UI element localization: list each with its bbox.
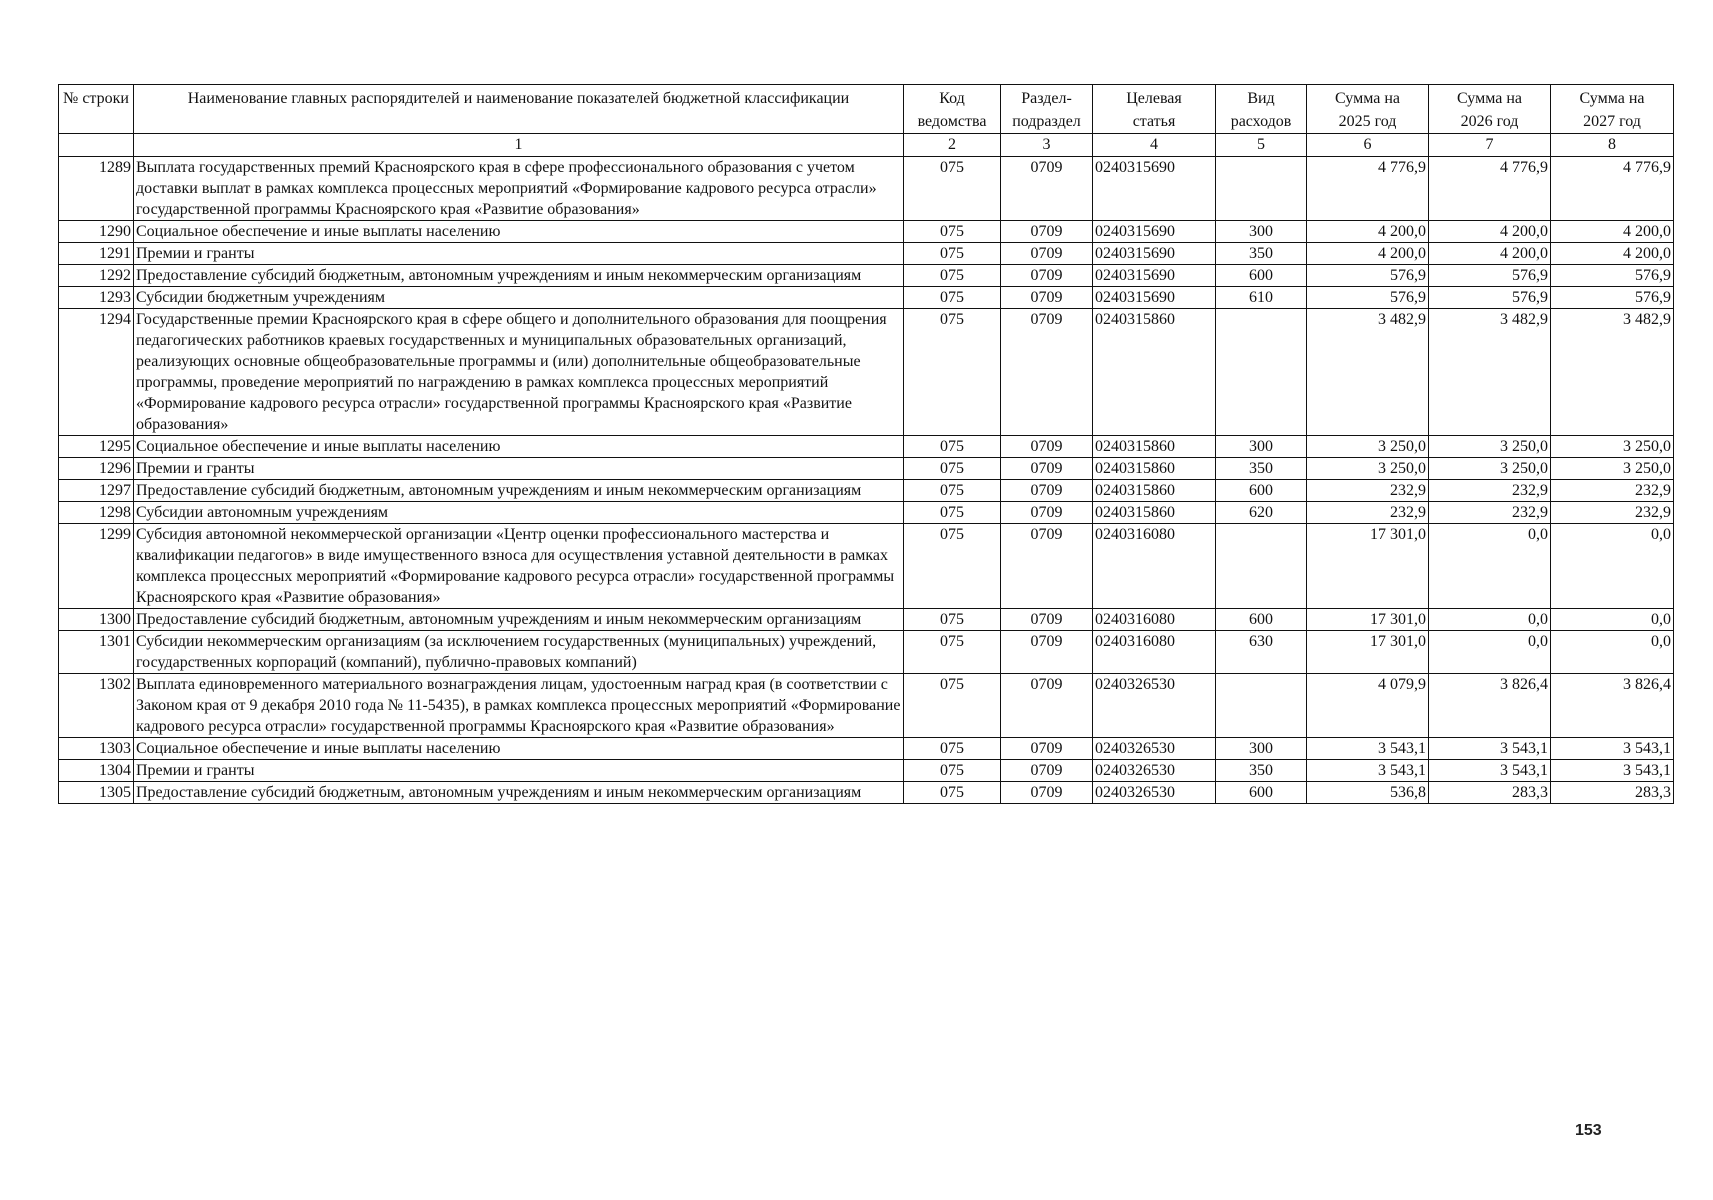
cell-section: 0709 bbox=[1001, 609, 1093, 631]
table-row bbox=[59, 480, 1674, 502]
cell-section: 0709 bbox=[1001, 309, 1093, 436]
cell-name: Субсидии бюджетным учреждениям bbox=[134, 287, 904, 309]
header-target-item: Целевая статья bbox=[1093, 85, 1216, 134]
cell-dept-code: 075 bbox=[904, 309, 1001, 436]
cell-row-number: 1295 bbox=[59, 436, 134, 458]
cell-target-item: 0240316080 bbox=[1093, 631, 1216, 674]
cell-sum-2026: 3 482,9 bbox=[1429, 309, 1551, 436]
cell-sum-2026: 0,0 bbox=[1429, 524, 1551, 609]
cell-section: 0709 bbox=[1001, 436, 1093, 458]
cell-row-number: 1303 bbox=[59, 738, 134, 760]
cell-name: Социальное обеспечение и иные выплаты населению bbox=[134, 738, 904, 760]
cell-sum-2025: 3 250,0 bbox=[1307, 436, 1429, 458]
table-row bbox=[59, 674, 1674, 738]
cell-sum-2026: 4 200,0 bbox=[1429, 243, 1551, 265]
table-row bbox=[59, 157, 1674, 221]
cell-expense-type: 630 bbox=[1216, 631, 1307, 674]
cell-section: 0709 bbox=[1001, 524, 1093, 609]
cell-dept-code: 075 bbox=[904, 243, 1001, 265]
cell-sum-2027: 576,9 bbox=[1551, 265, 1674, 287]
cell-name: Предоставление субсидий бюджетным, автономным учреждениям и иным некоммерческим организациям bbox=[134, 265, 904, 287]
cell-target-item: 0240326530 bbox=[1093, 738, 1216, 760]
cell-dept-code: 075 bbox=[904, 609, 1001, 631]
cell-target-item: 0240315860 bbox=[1093, 480, 1216, 502]
cell-name: Премии и гранты bbox=[134, 760, 904, 782]
cell-row-number: 1302 bbox=[59, 674, 134, 738]
cell-section: 0709 bbox=[1001, 782, 1093, 804]
cell-row-number: 1301 bbox=[59, 631, 134, 674]
cell-sum-2027: 3 250,0 bbox=[1551, 458, 1674, 480]
cell-expense-type: 350 bbox=[1216, 760, 1307, 782]
header-sum-2026: Сумма на 2026 год bbox=[1429, 85, 1551, 134]
cell-sum-2025: 3 482,9 bbox=[1307, 309, 1429, 436]
cell-sum-2025: 576,9 bbox=[1307, 265, 1429, 287]
cell-sum-2026: 0,0 bbox=[1429, 609, 1551, 631]
cell-section: 0709 bbox=[1001, 631, 1093, 674]
cell-name: Премии и гранты bbox=[134, 243, 904, 265]
cell-row-number: 1292 bbox=[59, 265, 134, 287]
cell-dept-code: 075 bbox=[904, 524, 1001, 609]
cell-expense-type: 620 bbox=[1216, 502, 1307, 524]
cell-expense-type: 300 bbox=[1216, 738, 1307, 760]
cell-sum-2027: 4 200,0 bbox=[1551, 221, 1674, 243]
cell-sum-2026: 232,9 bbox=[1429, 502, 1551, 524]
cell-dept-code: 075 bbox=[904, 458, 1001, 480]
cell-sum-2026: 576,9 bbox=[1429, 265, 1551, 287]
cell-sum-2025: 4 079,9 bbox=[1307, 674, 1429, 738]
cell-target-item: 0240316080 bbox=[1093, 524, 1216, 609]
cell-name: Выплата единовременного материального вознаграждения лицам, удостоенным наград края (в соответствии с Законом края от 9 декабря 2010 года № 11-5435), в рамках комплекса процессных мероприятий «Формирование кадрового ресурса отрасли» государственной программы Красноярского края «Развитие образования» bbox=[134, 674, 904, 738]
column-number: 2 bbox=[904, 134, 1001, 157]
header-row bbox=[59, 85, 1674, 134]
cell-section: 0709 bbox=[1001, 674, 1093, 738]
cell-section: 0709 bbox=[1001, 221, 1093, 243]
cell-name: Предоставление субсидий бюджетным, автономным учреждениям и иным некоммерческим организациям bbox=[134, 609, 904, 631]
header-row-no: № строки bbox=[59, 85, 134, 134]
column-number: 6 bbox=[1307, 134, 1429, 157]
cell-row-number: 1299 bbox=[59, 524, 134, 609]
budget-table bbox=[58, 84, 1674, 804]
cell-section: 0709 bbox=[1001, 287, 1093, 309]
cell-sum-2025: 232,9 bbox=[1307, 480, 1429, 502]
cell-dept-code: 075 bbox=[904, 221, 1001, 243]
cell-sum-2025: 3 543,1 bbox=[1307, 760, 1429, 782]
cell-expense-type bbox=[1216, 309, 1307, 436]
cell-dept-code: 075 bbox=[904, 738, 1001, 760]
cell-expense-type bbox=[1216, 524, 1307, 609]
cell-sum-2026: 4 776,9 bbox=[1429, 157, 1551, 221]
page-number: 153 bbox=[1575, 1122, 1602, 1139]
header-section: Раздел- подраздел bbox=[1001, 85, 1093, 134]
cell-target-item: 0240315690 bbox=[1093, 265, 1216, 287]
cell-dept-code: 075 bbox=[904, 502, 1001, 524]
cell-sum-2026: 576,9 bbox=[1429, 287, 1551, 309]
cell-section: 0709 bbox=[1001, 760, 1093, 782]
table-row bbox=[59, 265, 1674, 287]
cell-row-number: 1291 bbox=[59, 243, 134, 265]
cell-dept-code: 075 bbox=[904, 157, 1001, 221]
cell-dept-code: 075 bbox=[904, 436, 1001, 458]
cell-sum-2025: 4 776,9 bbox=[1307, 157, 1429, 221]
cell-target-item: 0240315860 bbox=[1093, 436, 1216, 458]
cell-target-item: 0240316080 bbox=[1093, 609, 1216, 631]
cell-sum-2027: 0,0 bbox=[1551, 524, 1674, 609]
cell-sum-2025: 17 301,0 bbox=[1307, 524, 1429, 609]
table-row bbox=[59, 609, 1674, 631]
cell-section: 0709 bbox=[1001, 502, 1093, 524]
column-number: 3 bbox=[1001, 134, 1093, 157]
cell-dept-code: 075 bbox=[904, 674, 1001, 738]
column-number bbox=[59, 134, 134, 157]
cell-target-item: 0240315860 bbox=[1093, 502, 1216, 524]
cell-sum-2027: 3 826,4 bbox=[1551, 674, 1674, 738]
column-number: 1 bbox=[134, 134, 904, 157]
cell-target-item: 0240315690 bbox=[1093, 157, 1216, 221]
column-number: 8 bbox=[1551, 134, 1674, 157]
cell-section: 0709 bbox=[1001, 480, 1093, 502]
table-row bbox=[59, 436, 1674, 458]
cell-row-number: 1289 bbox=[59, 157, 134, 221]
header-sum-2027: Сумма на 2027 год bbox=[1551, 85, 1674, 134]
table-row bbox=[59, 524, 1674, 609]
cell-target-item: 0240326530 bbox=[1093, 760, 1216, 782]
cell-sum-2025: 232,9 bbox=[1307, 502, 1429, 524]
cell-target-item: 0240326530 bbox=[1093, 674, 1216, 738]
cell-sum-2025: 3 543,1 bbox=[1307, 738, 1429, 760]
cell-name: Премии и гранты bbox=[134, 458, 904, 480]
cell-sum-2025: 536,8 bbox=[1307, 782, 1429, 804]
cell-section: 0709 bbox=[1001, 157, 1093, 221]
cell-dept-code: 075 bbox=[904, 480, 1001, 502]
cell-sum-2027: 3 482,9 bbox=[1551, 309, 1674, 436]
table-body bbox=[59, 157, 1674, 804]
cell-target-item: 0240315860 bbox=[1093, 458, 1216, 480]
cell-sum-2026: 283,3 bbox=[1429, 782, 1551, 804]
cell-sum-2026: 4 200,0 bbox=[1429, 221, 1551, 243]
table-row bbox=[59, 782, 1674, 804]
table-row bbox=[59, 243, 1674, 265]
cell-sum-2027: 3 543,1 bbox=[1551, 738, 1674, 760]
cell-expense-type: 600 bbox=[1216, 265, 1307, 287]
column-number: 7 bbox=[1429, 134, 1551, 157]
cell-sum-2027: 4 200,0 bbox=[1551, 243, 1674, 265]
cell-row-number: 1297 bbox=[59, 480, 134, 502]
cell-row-number: 1300 bbox=[59, 609, 134, 631]
column-number: 5 bbox=[1216, 134, 1307, 157]
cell-name: Субсидия автономной некоммерческой организации «Центр оценки профессионального мастерства и квалификации педагогов» в виде имущественного взноса для осуществления уставной деятельности в рамках комплекса процессных мероприятий «Формирование кадрового ресурса отрасли» государственной программы Красноярского края «Развитие образования» bbox=[134, 524, 904, 609]
cell-sum-2026: 0,0 bbox=[1429, 631, 1551, 674]
table-row bbox=[59, 458, 1674, 480]
cell-expense-type: 300 bbox=[1216, 221, 1307, 243]
cell-row-number: 1304 bbox=[59, 760, 134, 782]
cell-sum-2027: 3 543,1 bbox=[1551, 760, 1674, 782]
cell-name: Субсидии некоммерческим организациям (за исключением государственных (муниципальных) учреждений, государственных корпораций (компаний), публично-правовых компаний) bbox=[134, 631, 904, 674]
cell-row-number: 1294 bbox=[59, 309, 134, 436]
cell-expense-type: 600 bbox=[1216, 480, 1307, 502]
cell-sum-2027: 0,0 bbox=[1551, 631, 1674, 674]
cell-name: Выплата государственных премий Красноярского края в сфере профессионального образования с учетом доставки выплат в рамках комплекса процессных мероприятий «Формирование кадрового ресурса отрасли» государственной программы Красноярского края «Развитие образования» bbox=[134, 157, 904, 221]
table-row bbox=[59, 631, 1674, 674]
cell-target-item: 0240315690 bbox=[1093, 287, 1216, 309]
cell-sum-2027: 4 776,9 bbox=[1551, 157, 1674, 221]
cell-sum-2025: 4 200,0 bbox=[1307, 243, 1429, 265]
cell-sum-2027: 283,3 bbox=[1551, 782, 1674, 804]
table-row bbox=[59, 287, 1674, 309]
cell-expense-type: 600 bbox=[1216, 609, 1307, 631]
cell-name: Социальное обеспечение и иные выплаты населению bbox=[134, 436, 904, 458]
cell-section: 0709 bbox=[1001, 265, 1093, 287]
cell-name: Государственные премии Красноярского края в сфере общего и дополнительного образования для поощрения педагогических работников краевых государственных и муниципальных образовательных организаций, реализующих основные общеобразовательные программы и (или) дополнительные общеобразовательные программы, проведение мероприятий по награждению в рамках комплекса процессных мероприятий «Формирование кадрового ресурса отрасли» государственной программы Красноярского края «Развитие образования» bbox=[134, 309, 904, 436]
header-expense-type: Вид расходов bbox=[1216, 85, 1307, 134]
cell-expense-type: 610 bbox=[1216, 287, 1307, 309]
cell-dept-code: 075 bbox=[904, 265, 1001, 287]
budget-sheet bbox=[58, 84, 1674, 804]
cell-target-item: 0240315690 bbox=[1093, 221, 1216, 243]
cell-sum-2026: 3 543,1 bbox=[1429, 738, 1551, 760]
column-number: 4 bbox=[1093, 134, 1216, 157]
header-name: Наименование главных распорядителей и наименование показателей бюджетной классификации bbox=[134, 85, 904, 134]
cell-name: Социальное обеспечение и иные выплаты населению bbox=[134, 221, 904, 243]
table-row bbox=[59, 738, 1674, 760]
cell-target-item: 0240315860 bbox=[1093, 309, 1216, 436]
cell-dept-code: 075 bbox=[904, 287, 1001, 309]
cell-sum-2026: 3 250,0 bbox=[1429, 436, 1551, 458]
table-row bbox=[59, 502, 1674, 524]
cell-row-number: 1305 bbox=[59, 782, 134, 804]
cell-sum-2027: 232,9 bbox=[1551, 502, 1674, 524]
cell-row-number: 1296 bbox=[59, 458, 134, 480]
cell-sum-2025: 17 301,0 bbox=[1307, 609, 1429, 631]
cell-section: 0709 bbox=[1001, 458, 1093, 480]
header-dept-code: Код ведомства bbox=[904, 85, 1001, 134]
cell-name: Предоставление субсидий бюджетным, автономным учреждениям и иным некоммерческим организациям bbox=[134, 782, 904, 804]
cell-sum-2027: 3 250,0 bbox=[1551, 436, 1674, 458]
cell-sum-2025: 576,9 bbox=[1307, 287, 1429, 309]
header-sum-2025: Сумма на 2025 год bbox=[1307, 85, 1429, 134]
cell-row-number: 1298 bbox=[59, 502, 134, 524]
cell-dept-code: 075 bbox=[904, 760, 1001, 782]
cell-sum-2025: 4 200,0 bbox=[1307, 221, 1429, 243]
cell-sum-2027: 0,0 bbox=[1551, 609, 1674, 631]
cell-name: Предоставление субсидий бюджетным, автономным учреждениям и иным некоммерческим организациям bbox=[134, 480, 904, 502]
cell-sum-2026: 3 543,1 bbox=[1429, 760, 1551, 782]
column-number-row bbox=[59, 134, 1674, 157]
cell-section: 0709 bbox=[1001, 243, 1093, 265]
table-header bbox=[59, 85, 1674, 157]
cell-sum-2026: 3 250,0 bbox=[1429, 458, 1551, 480]
cell-expense-type bbox=[1216, 674, 1307, 738]
cell-target-item: 0240326530 bbox=[1093, 782, 1216, 804]
cell-expense-type: 300 bbox=[1216, 436, 1307, 458]
cell-target-item: 0240315690 bbox=[1093, 243, 1216, 265]
cell-row-number: 1293 bbox=[59, 287, 134, 309]
cell-row-number: 1290 bbox=[59, 221, 134, 243]
cell-expense-type bbox=[1216, 157, 1307, 221]
cell-section: 0709 bbox=[1001, 738, 1093, 760]
cell-name: Субсидии автономным учреждениям bbox=[134, 502, 904, 524]
cell-expense-type: 350 bbox=[1216, 458, 1307, 480]
cell-sum-2025: 17 301,0 bbox=[1307, 631, 1429, 674]
cell-dept-code: 075 bbox=[904, 631, 1001, 674]
cell-expense-type: 350 bbox=[1216, 243, 1307, 265]
cell-expense-type: 600 bbox=[1216, 782, 1307, 804]
table-row bbox=[59, 760, 1674, 782]
cell-sum-2025: 3 250,0 bbox=[1307, 458, 1429, 480]
cell-dept-code: 075 bbox=[904, 782, 1001, 804]
table-row bbox=[59, 221, 1674, 243]
cell-sum-2026: 232,9 bbox=[1429, 480, 1551, 502]
cell-sum-2027: 576,9 bbox=[1551, 287, 1674, 309]
table-row bbox=[59, 309, 1674, 436]
cell-sum-2027: 232,9 bbox=[1551, 480, 1674, 502]
cell-sum-2026: 3 826,4 bbox=[1429, 674, 1551, 738]
